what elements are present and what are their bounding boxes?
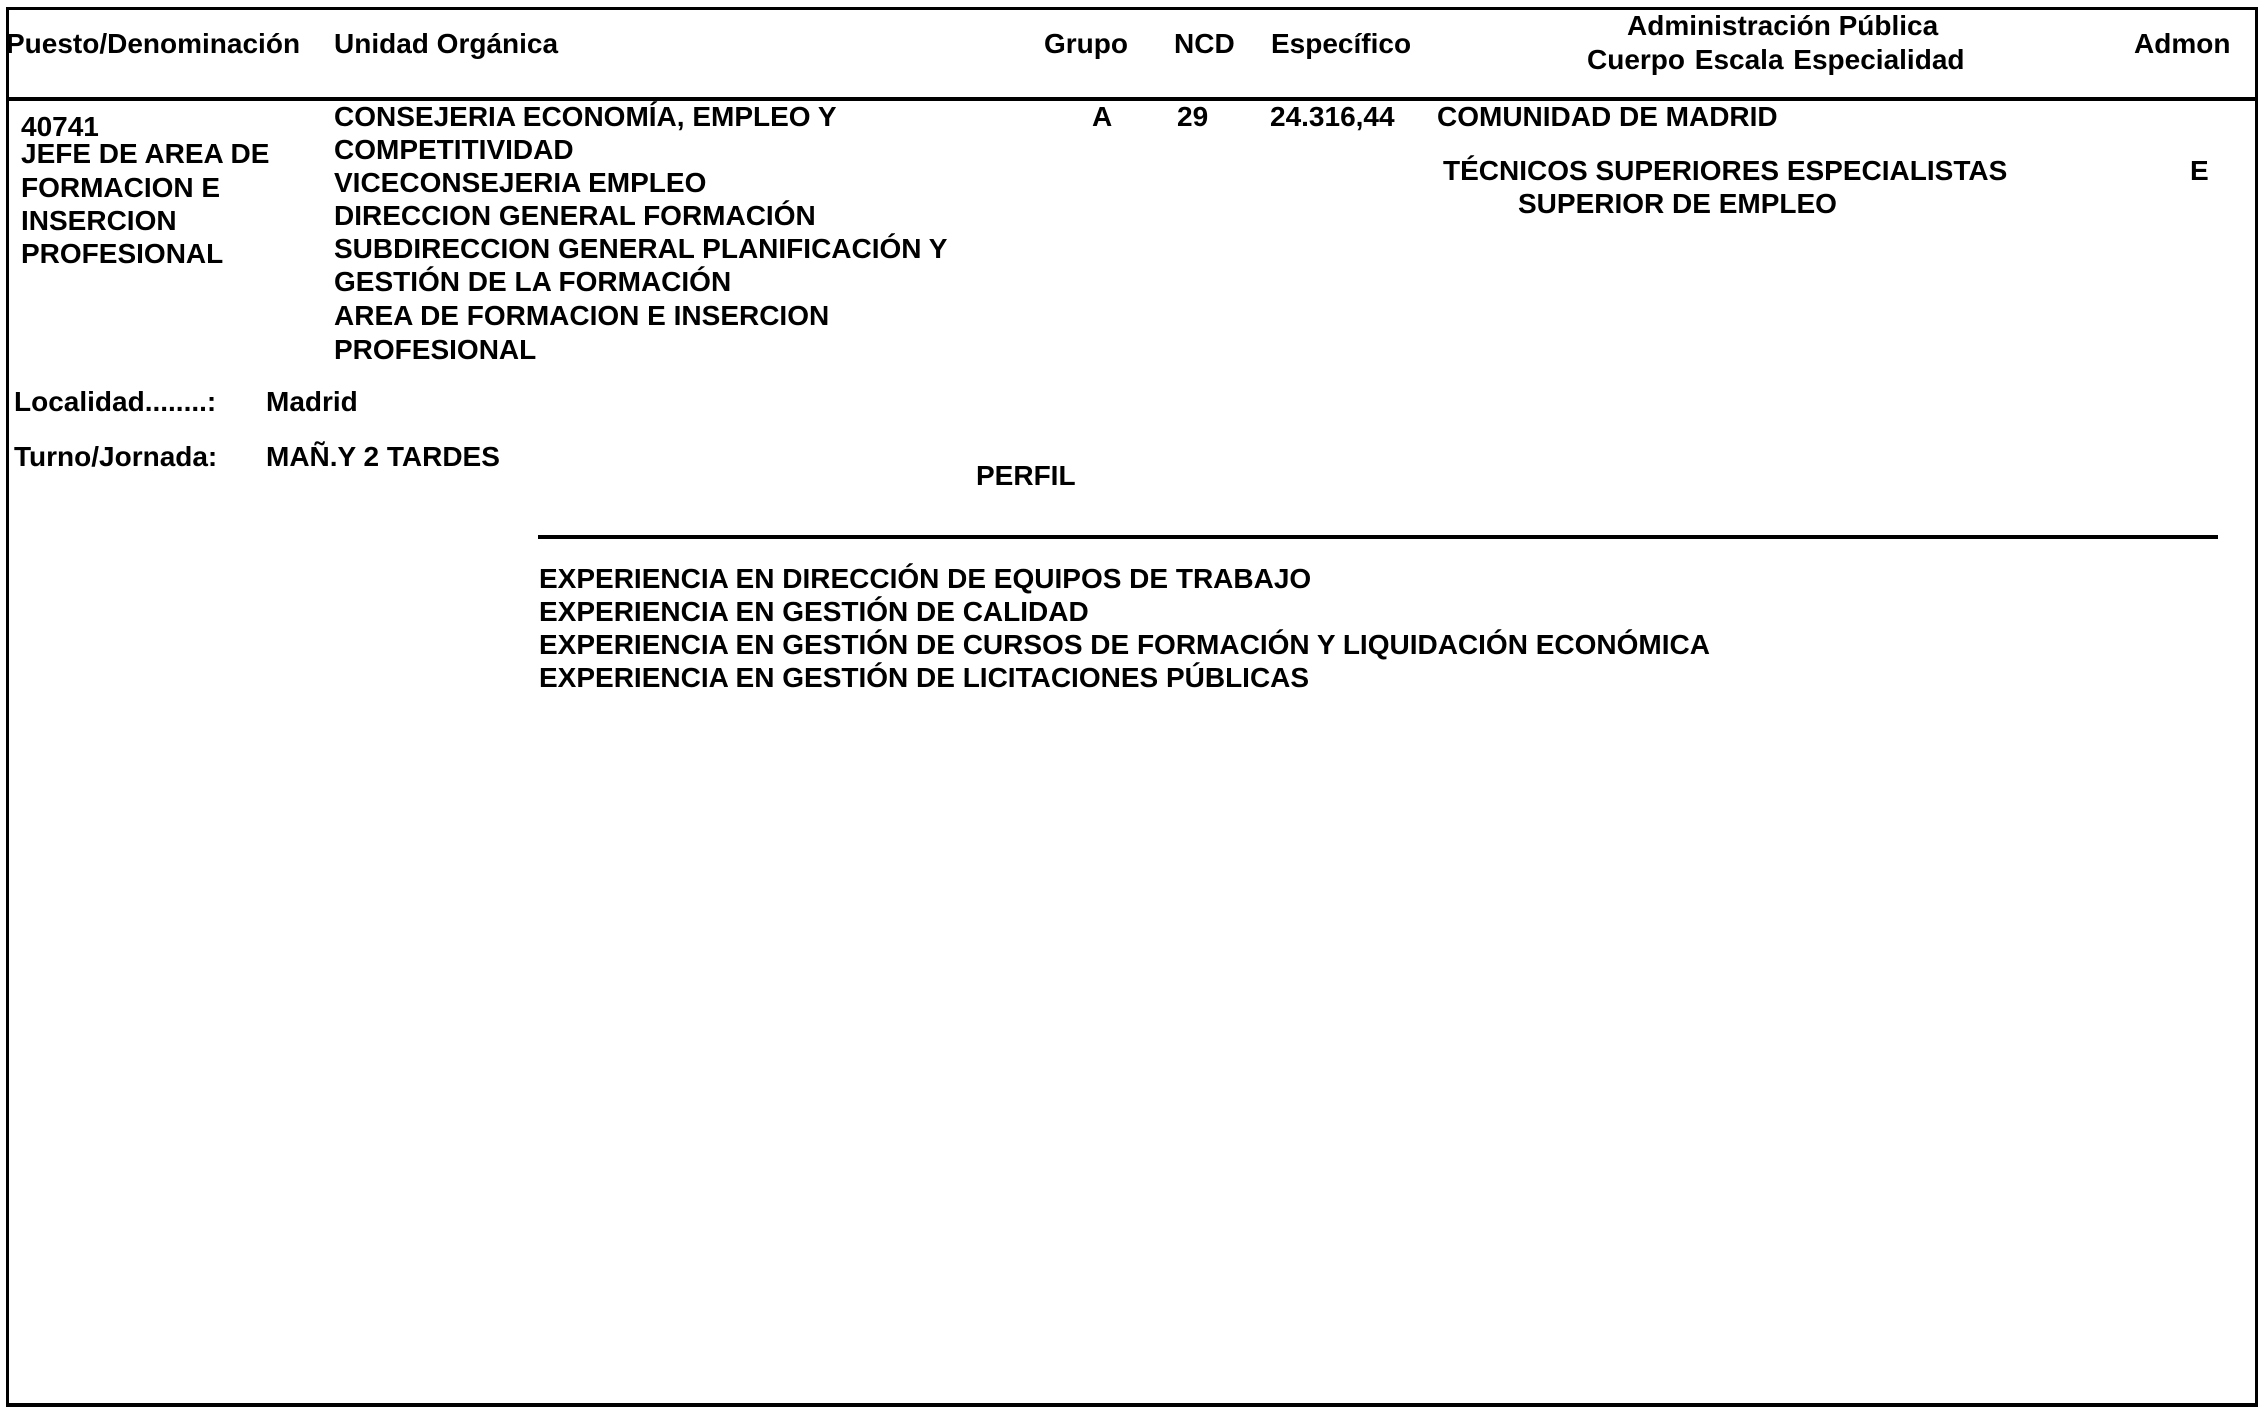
- denominacion-line: PROFESIONAL: [21, 238, 224, 269]
- perfil-item: EXPERIENCIA EN GESTIÓN DE CURSOS DE FORMACIÓN Y LIQUIDACIÓN ECONÓMICA: [539, 629, 1710, 660]
- perfil-item: EXPERIENCIA EN GESTIÓN DE LICITACIONES PÚBLICAS: [539, 662, 1310, 693]
- turno-value: MAÑ.Y 2 TARDES: [266, 441, 500, 472]
- perfil-item: EXPERIENCIA EN GESTIÓN DE CALIDAD: [539, 596, 1089, 627]
- perfil-rule: [538, 535, 2218, 539]
- header-admin-sub: Cuerpo Escala Especialidad: [1587, 44, 1965, 75]
- localidad-label: Localidad........:: [14, 386, 217, 417]
- unidad-line: GESTIÓN DE LA FORMACIÓN: [334, 266, 732, 297]
- unidad-line: VICECONSEJERIA EMPLEO: [334, 167, 707, 198]
- ncd-value: 29: [1177, 101, 1209, 132]
- header-admin-title: Administración Pública: [1627, 10, 1939, 41]
- perfil-title: PERFIL: [976, 460, 1076, 491]
- unidad-line: SUBDIRECCION GENERAL PLANIFICACIÓN Y: [334, 233, 948, 264]
- header-ncd: NCD: [1174, 28, 1235, 59]
- unidad-line: AREA DE FORMACION E INSERCION: [334, 300, 830, 331]
- header-unidad: Unidad Orgánica: [334, 28, 559, 59]
- localidad-value: Madrid: [266, 386, 358, 417]
- denominacion-line: FORMACION E: [21, 172, 221, 203]
- header-puesto: Puesto/Denominación: [6, 28, 301, 59]
- unidad-line: PROFESIONAL: [334, 334, 537, 365]
- unidad-line: DIRECCION GENERAL FORMACIÓN: [334, 200, 816, 231]
- unidad-line: CONSEJERIA ECONOMÍA, EMPLEO Y: [334, 101, 837, 132]
- especifico-value: 24.316,44: [1270, 101, 1395, 132]
- header-especifico: Específico: [1271, 28, 1412, 59]
- cuerpo-value: TÉCNICOS SUPERIORES ESPECIALISTAS: [1443, 155, 2008, 186]
- admon-value: E: [2190, 155, 2209, 186]
- perfil-item: EXPERIENCIA EN DIRECCIÓN DE EQUIPOS DE TRABAJO: [539, 563, 1312, 594]
- puesto-code: 40741: [21, 111, 99, 142]
- turno-label: Turno/Jornada:: [14, 441, 218, 472]
- unidad-line: COMPETITIVIDAD: [334, 134, 574, 165]
- especialidad-value: SUPERIOR DE EMPLEO: [1518, 188, 1837, 219]
- denominacion-line: JEFE DE AREA DE: [21, 138, 270, 169]
- header-grupo: Grupo: [1044, 28, 1128, 59]
- header-admon: Admon: [2134, 28, 2231, 59]
- denominacion-line: INSERCION: [21, 205, 177, 236]
- grupo-value: A: [1092, 101, 1113, 132]
- administracion-value: COMUNIDAD DE MADRID: [1437, 101, 1778, 132]
